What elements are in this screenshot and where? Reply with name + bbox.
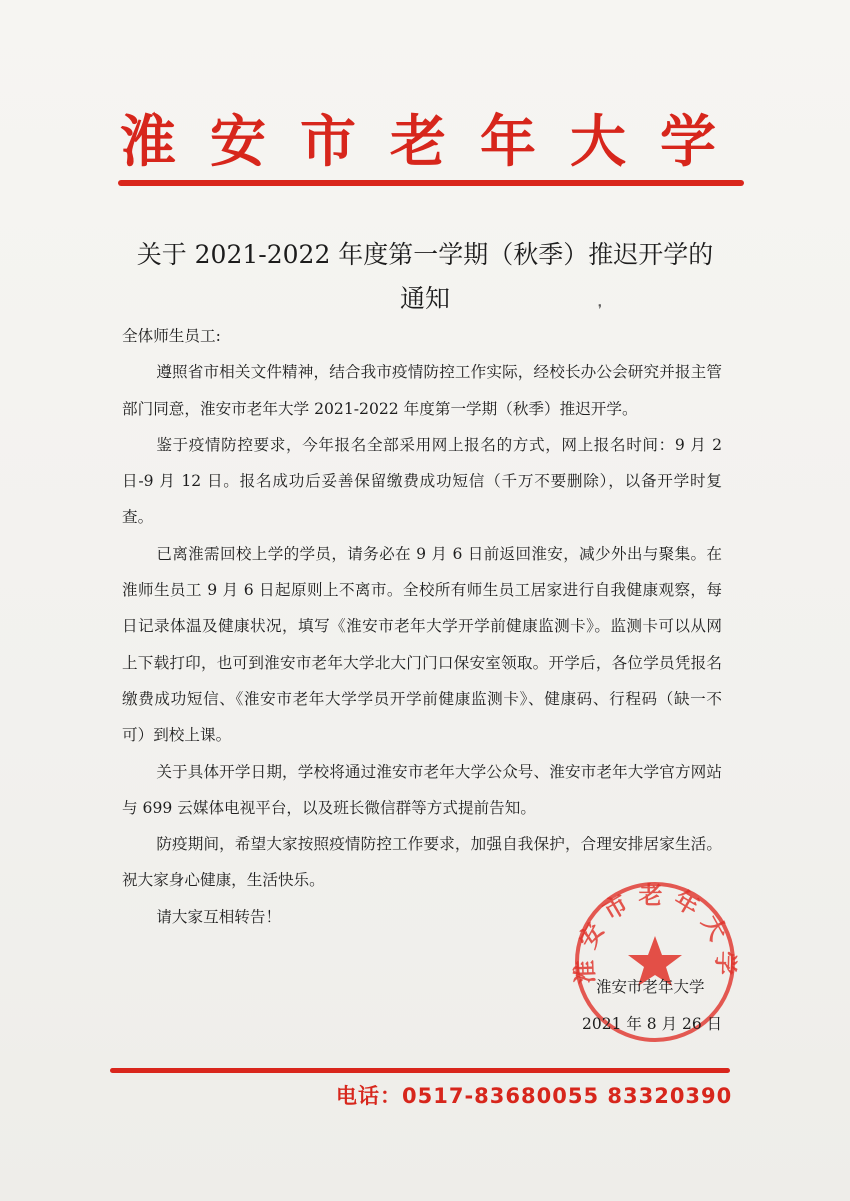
seal-text: 淮安市老年大学 [571,881,739,985]
closing-line: 请大家互相转告！ [156,907,282,926]
paragraph: 防疫期间，希望大家按照疫情防控工作要求，加强自我保护，合理安排居家生活。祝大家身心健康，生活快乐。 [122,835,722,890]
notice-body [122,318,722,935]
notice-title-line1: 关于 2021-2022 年度第一学期（秋季）推迟开学的 [136,240,714,269]
paragraph: 鉴于疫情防控要求，今年报名全部采用网上报名的方式，网上报名时间：9 月 2 日-9 月 12 日。报名成功后妥善保留缴费成功短信（千万不要删除），以备开学时复查。 [122,435,722,527]
footer-phone: 电话：0517-83680055 83320390 [336,1084,733,1108]
scan-speck: ❜ [598,302,602,316]
letterhead-title: 淮安市老年大学 [120,110,750,175]
paragraph: 遵照省市相关文件精神，结合我市疫情防控工作实际，经校长办公会研究并报主管部门同意，淮安市老年大学 2021-2022 年度第一学期（秋季）推迟开学。 [122,363,722,418]
signature: 淮安市老年大学 [596,978,705,996]
paragraph: 关于具体开学日期，学校将通过淮安市老年大学公众号、淮安市老年大学官方网站与 699 云媒体电视平台，以及班长微信群等方式提前告知。 [122,762,722,817]
notice-title-line2: 通知 [399,284,450,313]
footer-rule [110,1068,730,1073]
paragraph: 已离淮需回校上学的学员，请务必在 9 月 6 日前返回淮安，减少外出与聚集。在淮师生员工 9 月 6 日起原则上不离市。全校所有师生员工居家进行自我健康观察，每日记录体温及健康状况，填写《淮安市老年大学开学前健康监测卡》。监测卡可以从网上下载打印，也可到淮安市老年大学北大门门口保安室领取。开学后，各位学员凭报名缴费成功短信、《淮安市老年大学学员开学前健康监测卡》、健康码、行程码（缺一不可）到校上课。 [122,544,722,745]
signature-date: 2021 年 8 月 26 日 [582,1015,723,1033]
salutation: 全体师生员工: [122,327,221,345]
letterhead-rule [118,180,744,186]
